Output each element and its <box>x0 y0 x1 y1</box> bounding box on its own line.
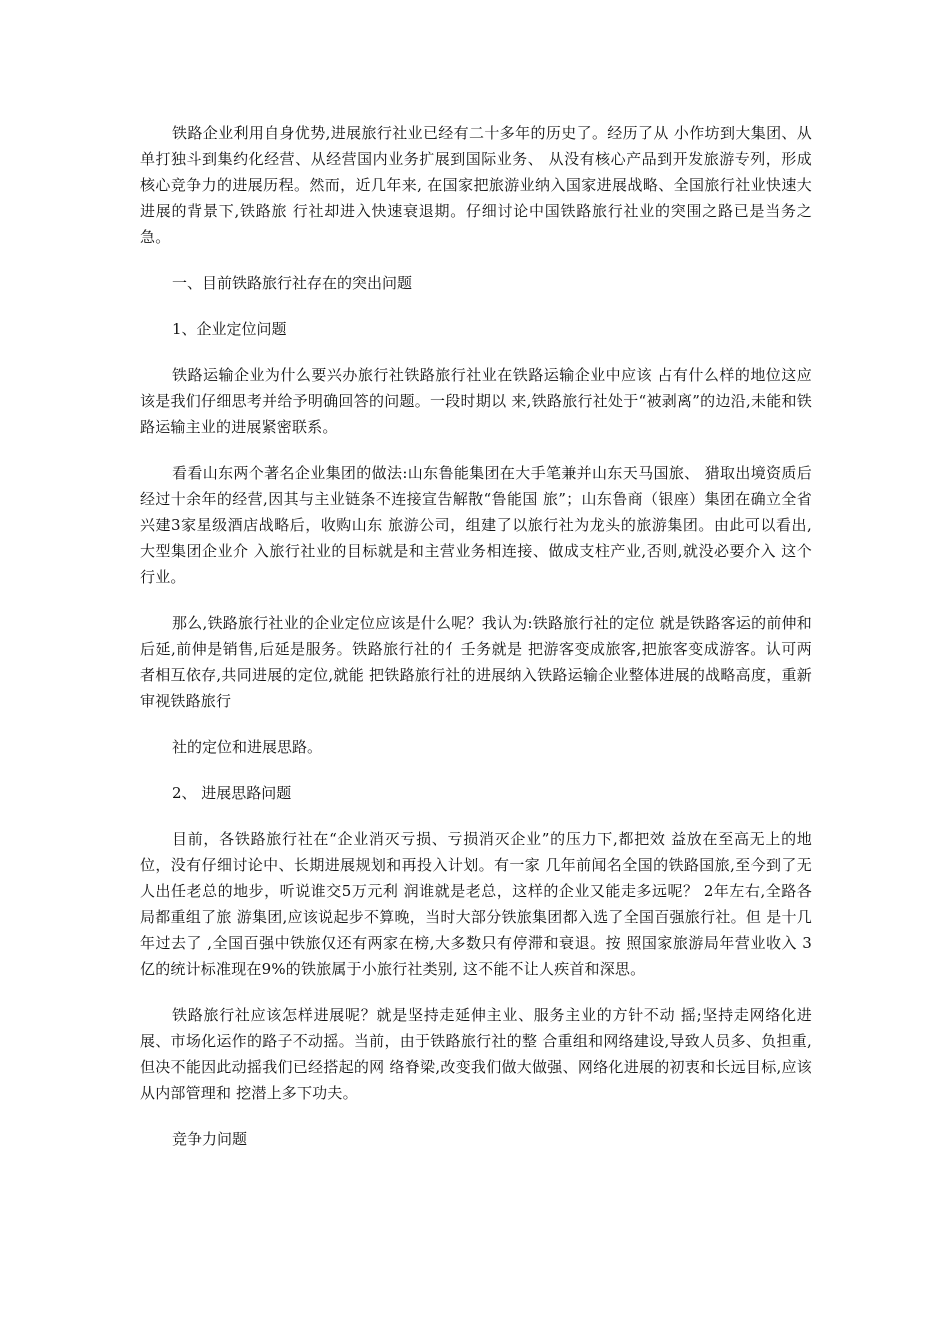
document-page <box>140 120 812 1172</box>
positioning-paragraph-1: 铁路运输企业为什么要兴办旅行社铁路旅行社业在铁路运输企业中应该 占有什么样的地位这应该是我们仔细思考并给予明确回答的问题。一段时期以 来,铁路旅行社处于“被剥离”的边沿,未能和铁路运输主业的进展紧密联系。 <box>140 366 812 436</box>
subsection-heading-3: 竞争力问题 <box>172 1130 248 1148</box>
positioning-paragraph-tail: 社的定位和进展思路。 <box>172 738 323 756</box>
positioning-paragraph-2: 看看山东两个著名企业集团的做法:山东鲁能集团在大手笔兼并山东天马国旅、 猎取出境资质后经过十余年的经营,因其与主业链条不连接宣告解散“鲁能国 旅”；山东鲁商（银座）集团在确立全省兴建3家星级酒店战略后，收购山东 旅游公司，组建了以旅行社为龙头的旅游集团。由此可以看出,大型集团企业介 入旅行社业的目标就是和主营业务相连接、做成支柱产业,否则,就没必要介入 这个行业。 <box>140 464 812 586</box>
development-paragraph-1: 目前，各铁路旅行社在“企业消灭亏损、亏损消灭企业”的压力下,都把效 益放在至高无上的地位，没有仔细讨论中、长期进展规划和再投入计划。有一家 几年前闻名全国的铁路国旅,至今到了无人出任老总的地步，听说谁交5万元利 润谁就是老总，这样的企业又能走多远呢？ 2年左右,全路各局都重组了旅 游集团,应该说起步不算晚，当时大部分铁旅集团都入选了全国百强旅行社。但 是十几年过去了 ,全国百强中铁旅仅还有两家在榜,大多数只有停滞和衰退。按 照国家旅游局年营业收入 3亿的统计标准现在9%的铁旅属于小旅行社类别, 这不能不让人疾首和深思。 <box>140 830 812 978</box>
positioning-paragraph-3: 那么,铁路旅行社业的企业定位应该是什么呢？我认为:铁路旅行社的定位 就是铁路客运的前伸和后延,前伸是销售,后延是服务。铁路旅行社的亻壬务就是 把游客变成旅客,把旅客变成游客。认可两者相互依存,共同进展的定位,就能 把铁路旅行社的进展纳入铁路运输企业整体进展的战略高度，重新审视铁路旅行 <box>140 614 812 710</box>
subsection-heading-2: 2、 进展思路问题 <box>172 784 292 802</box>
development-paragraph-2: 铁路旅行社应该怎样进展呢？就是坚持走延伸主业、服务主业的方针不动 摇;坚持走网络化进展、市场化运作的路子不动摇。当前，由于铁路旅行社的整 合重组和网络建设,导致人员多、负担重,但决不能因此动摇我们已经搭起的网 络脊梁,改变我们做大做强、网络化进展的初衷和长远目标,应该从内部管理和 挖潜上多下功夫。 <box>140 1006 812 1102</box>
section-heading-1: 一、目前铁路旅行社存在的突出问题 <box>172 274 413 292</box>
subsection-heading-1: 1、企业定位问题 <box>172 320 287 338</box>
intro-paragraph: 铁路企业利用自身优势,进展旅行社业已经有二十多年的历史了。经历了从 小作坊到大集团、从单打独斗到集约化经营、从经营国内业务扩展到国际业务、 从没有核心产品到开发旅游专列，形成核心竞争力的进展历程。然而，近几年来, 在国家把旅游业纳入国家进展战略、全国旅行社业快速大进展的背景下,铁路旅 行社却进入快速衰退期。仔细讨论中国铁路旅行社业的突围之路已是当务之急。 <box>140 124 812 246</box>
